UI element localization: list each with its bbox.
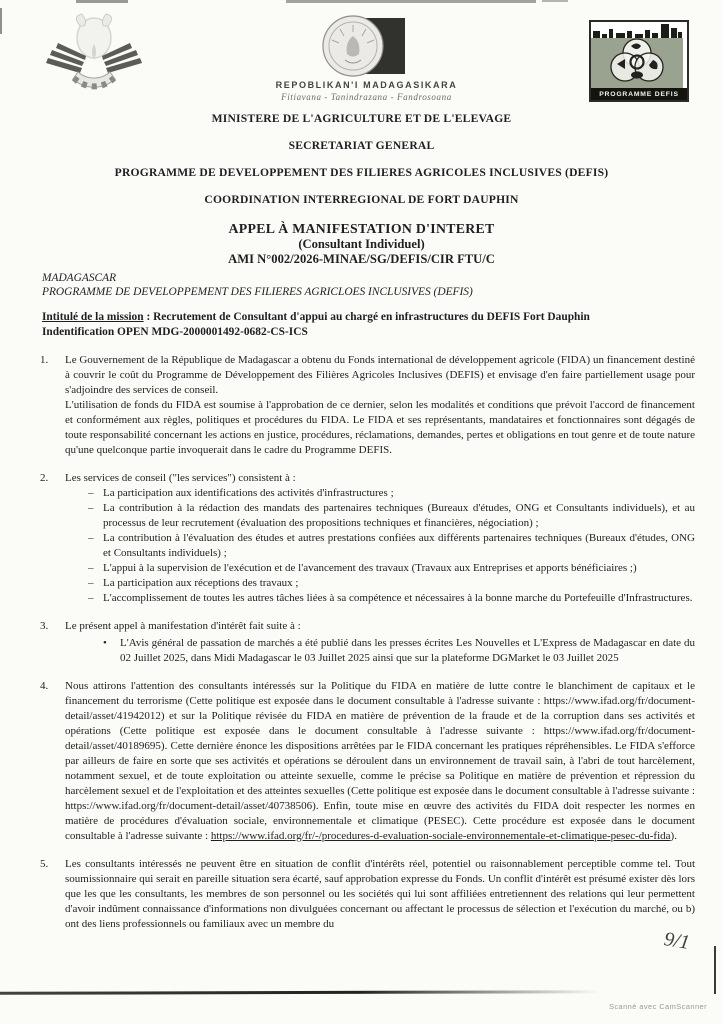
- republic-seal-block: [276, 14, 458, 102]
- list-item-text: L'accomplissement de toutes les autres tâches liées à sa compétence et nécessaires à la bonne marche du Portefeuille d'Infrastructures.: [103, 591, 693, 604]
- scan-artifact: [286, 0, 536, 3]
- pesec-procedure-link: https://www.ifad.org/fr/-/procedures-d-evaluation-sociale-environnementale-et-climatique-pesec-du-fida: [210, 829, 671, 842]
- scan-artifact: [0, 8, 2, 34]
- paragraph-text: Les consultants intéressés ne peuvent être en situation de conflit d'intérêts réel, potentiel ou raisonnablement perceptible comme tel. Tout soumissionnaire qui serait en pareille situation sera écarté, sauf approbation expresse du Fonds. Un conflit d'intérêt est présumé exister dès lors que les que les consultants, les membres de son personnel ou les sociétés qui lui sont affiliées entretiennent des relations qui leur permettent d'avoir indûment connaissance d'informations non divulguées concernant ou affectant le processus de sélection et l'exécution du marché, ou b) ont des liens professionnels ou familiaux avec un membre du: [65, 857, 695, 930]
- handwritten-mark: 9/1: [662, 928, 692, 954]
- list-item: [88, 531, 695, 561]
- page-edge-scan-line: [0, 990, 600, 994]
- mission-title-line: [42, 310, 693, 325]
- mission-text: : Recrutement de Consultant d'appui au chargé en infrastructures du DEFIS Fort Dauphin: [143, 310, 590, 323]
- list-item-text: L'Avis général de passation de marchés a été publié dans les presses écrites Les Nouvelles et L'Express de Madagascar en date du 02 Juillet 2025, dans Midi Madagascar le 03 Juillet 2025 ainsi que sur la plateforme DGMarket le 03 Juillet 2025: [120, 636, 695, 664]
- list-item-text: L'appui à la supervision de l'exécution et de l'avancement des travaux (Travaux aux Entreprises et apports bénéficiaires ;): [103, 561, 637, 574]
- paragraph-number: 2.: [40, 471, 49, 484]
- paragraph-text: Nous attirons l'attention des consultants intéressés sur la Politique du FIDA en matière de lutte contre le blanchiment de capitaux et le financement du terrorisme (Cette politique est exposée dans le document consultable à l'adresse suivante : https://www.ifad.org/fr/document-detail/asset/41942012) et sur la Politique révisée du FIDA en matière de prévention de la fraude et de la corruption dans ses activités et opérations (Cette politique est exposée dans le document consultable à l'adresse suivante : https://www.ifad.org/fr/document-detail/asset/40189695). Cette dernière énonce les dispositions arrêtées par le FIDA concernant les pratiques répréhensibles. Le FIDA s'efforce par ailleurs de faire en sorte que ses activités et opérations se déroulent dans un environnement de travail sain, à l'abri de tout harcèlement, notamment sexuel, et de toute exploitation ou atteinte sexuelle, comme le précise sa Politique en matière de prévention et répression du harcèlement sexuel et de l'exploitation et des atteintes sexuelles (Cette politique est exposée dans le document consultable à l'adresse suivante : https://www.ifad.org/fr/document-detail/asset/40738506). Enfin, toute mise en œuvre des activités du FIDA doit respecter les normes en matière de procédures d'évaluation sociale, environnementale et climatique (PESEC). Cette procédure est exposée dans le document consultable à l'adresse suivante :: [65, 679, 695, 842]
- paragraph-1: [40, 353, 695, 458]
- dot-marker: •: [103, 636, 107, 649]
- title-block: [0, 221, 723, 268]
- republic-motto-label: Fitiavana - Tanindrazana - Fandrosoana: [281, 92, 452, 102]
- paragraph-text: L'utilisation de fonds du FIDA est soumise à l'approbation de ce dernier, selon les modalités et conditions que prévoit l'accord de financement et conformément aux règles, politiques et procédures du FIDA. Le FIDA et ses représentants, mandataires et fonctionnaires sont dégagés de toute responsabilité concernant les actions en justice, procédures, réclamations, demandes, pertes et obligations en tout genre et de toute nature qu'une quelconque partie invoquerait dans le cadre du Programme DEFIS.: [65, 398, 695, 456]
- dash-marker: –: [88, 576, 94, 589]
- dash-marker: –: [88, 561, 94, 574]
- programme-defis-logo: [589, 20, 689, 102]
- dash-marker: –: [88, 591, 94, 604]
- paragraph-number: 5.: [40, 857, 49, 870]
- country-label: MADAGASCAR: [42, 271, 117, 284]
- paragraph-number: 3.: [40, 619, 49, 632]
- paragraph-text: Le Gouvernement de la République de Madagascar a obtenu du Fonds international de développement agricole (FIDA) un financement destiné à couvrir le coût du Programme de Développement des Filières Agricoles Inclusives (DEFIS) et envisage d'en faire partiellement usage pour s'adjoindre des services de conseil.: [65, 353, 695, 396]
- list-item: [88, 561, 695, 576]
- heading-ministry: MINISTERE DE L'AGRICULTURE ET DE L'ELEVAGE: [211, 112, 512, 125]
- page-edge-scan-line-vertical: [714, 946, 717, 994]
- heading-programme: PROGRAMME DE DEVELOPPEMENT DES FILIERES AGRICOLES INCLUSIVES (DEFIS): [114, 166, 609, 179]
- list-item-text: La participation aux identifications des activités d'infrastructures ;: [103, 486, 394, 499]
- mission-label: Intitulé de la mission: [42, 310, 144, 323]
- mission-block: [42, 310, 693, 340]
- program-label: PROGRAMME DE DEVELOPPEMENT DES FILIERES AGRICLOES INCLUSIVES (DEFIS): [42, 286, 473, 298]
- paragraph-text: ).: [670, 829, 677, 842]
- list-item-text: La participation aux réceptions des travaux ;: [103, 576, 299, 589]
- list-item: [88, 591, 695, 606]
- defis-logo-label: PROGRAMME DEFIS: [591, 88, 687, 100]
- paragraph-intro: Les services de conseil ("les services") consistent à :: [65, 471, 296, 484]
- document-reference: AMI N°002/2026-MINAE/SG/DEFIS/CIR FTU/C: [228, 252, 495, 266]
- scan-artifact: [542, 0, 568, 2]
- paragraph-number: 1.: [40, 353, 49, 366]
- paragraph-4: [40, 679, 695, 844]
- heading-secretariat: SECRETARIAT GENERAL: [288, 139, 435, 152]
- defis-emblem-icon: [591, 22, 683, 88]
- document-title: APPEL À MANIFESTATION D'INTERET: [228, 221, 495, 236]
- dash-marker: –: [88, 531, 94, 544]
- list-item: [103, 636, 695, 666]
- paragraph-5: [40, 857, 695, 932]
- document-body: [40, 353, 695, 932]
- paragraph-intro: Le présent appel à manifestation d'intérêt fait suite à :: [65, 619, 301, 632]
- list-item: [88, 576, 695, 591]
- dash-marker: –: [88, 486, 94, 499]
- list-item-text: La contribution à la rédaction des mandats des partenaires techniques (Bureaux d'études, ONG et Consultants individuels), et au processus de leur recrutement (évaluation des propositions techniques et financières, négociation) ;: [103, 501, 695, 529]
- list-item: [88, 486, 695, 501]
- camscanner-watermark: Scanné avec CamScanner: [608, 1002, 707, 1011]
- list-item: [88, 501, 695, 531]
- list-item-text: La contribution à l'évaluation des études et autres prestations confiées aux différents partenaires techniques (Bureaux d'études, ONG et Consultants individuels) ;: [103, 531, 695, 559]
- ministry-of-agriculture-logo-icon: [44, 12, 144, 104]
- document-subtitle: (Consultant Individuel): [298, 236, 425, 251]
- paragraph-3: [40, 619, 695, 666]
- paragraph-2: [40, 471, 695, 606]
- republic-seal-icon: [307, 14, 425, 78]
- paragraph-number: 4.: [40, 679, 49, 692]
- dash-marker: –: [88, 501, 94, 514]
- header-logos: [0, 0, 723, 104]
- mission-identification: Indentification OPEN MDG-2000001492-0682-CS-ICS: [42, 325, 308, 338]
- heading-coordination: COORDINATION INTERREGIONAL DE FORT DAUPHIN: [204, 193, 519, 206]
- republic-name-label: REPOBLIKAN'I MADAGASIKARA: [275, 80, 458, 90]
- country-program-block: [42, 271, 693, 300]
- scan-artifact: [76, 0, 128, 3]
